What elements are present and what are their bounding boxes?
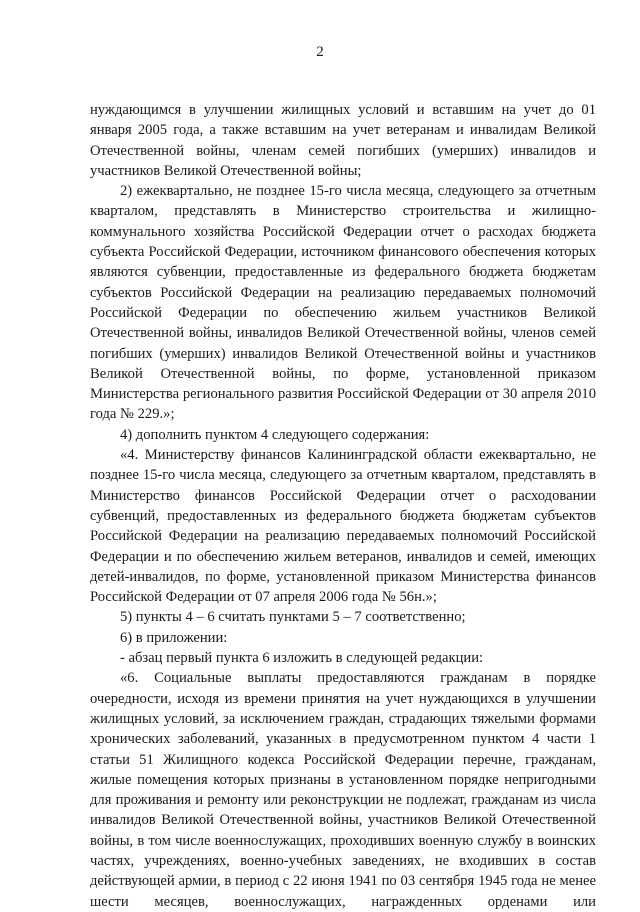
paragraph: 6) в приложении:	[120, 629, 228, 646]
paragraph: 5) пункты 4 – 6 считать пунктами 5 – 7 соответственно;	[120, 609, 466, 626]
paragraph: нуждающимся в улучшении жилищных условий и вставшим на учет до 01 января 2005 года, а также вставшим на учет ветеранам и инвалидам Великой Отечественной войны, членам семей погибших (умерших) инвалидов и участников Великой Отечественной войны;	[90, 102, 596, 179]
paragraph: 4) дополнить пунктом 4 следующего содержания:	[120, 426, 430, 443]
page-number: 2	[316, 44, 324, 60]
paragraph: «6. Социальные выплаты предоставляются гражданам в порядке очередности, исходя из времени принятия на учет нуждающихся в улучшении жилищных условий, за исключением граждан, страдающих тяжелыми формами хронических заболеваний, указанных в предусмотренном пунктом 4 части 1 статьи 51 Жилищного кодекса Российской Федерации перечне, гражданам, жилые помещения которых признаны в установленном порядке непригодными для проживания и ремонту или реконструкции не подлежат, гражданам из числа инвалидов Великой Отечественной войны, участников Великой Отечественной войны, в том числе военнослужащих, проходивших военную службу в воинских частях, учреждениях, военно-учебных заведениях, не входивших в состав действующей армии, в период с 22 июня 1941 по 03 сентября 1945 года не менее шести месяцев, военнослужащих, награжденных орденами или	[90, 670, 596, 910]
document-body	[90, 100, 596, 912]
paragraph: - абзац первый пункта 6 изложить в следующей редакции:	[120, 650, 484, 667]
paragraph: «4. Министерству финансов Калининградской области ежеквартально, не позднее 15-го числа месяца, следующего за отчетным кварталом, представлять в Министерство финансов Российской Федерации отчет о расходовании субвенций, предоставленных из федерального бюджета бюджетам субъектов Российской Федерации на реализацию передаваемых полномочий Российской Федерации и по обеспечению жильем ветеранов, инвалидов и семей, имеющих детей-инвалидов, по форме, установленной приказом Министерства финансов Российской Федерации от 07 апреля 2006 года № 56н.»;	[90, 447, 596, 606]
paragraph: 2) ежеквартально, не позднее 15-го числа месяца, следующего за отчетным кварталом, представлять в Министерство строительства и жилищно-коммунального хозяйства Российской Федерации отчет о расходах бюджета субъекта Российской Федерации, источником финансового обеспечения которых являются субвенции, предоставленные из федерального бюджета бюджетам субъектов Российской Федерации на реализацию передаваемых полномочий Российской Федерации по обеспечению жильем участников Великой Отечественной войны, инвалидов Великой Отечественной войны, членов семей погибших (умерших) инвалидов Великой Отечественной войны и участников Великой Отечественной войны, по форме, установленной приказом Министерства регионального развития Российской Федерации от 30 апреля 2010 года № 229.»;	[90, 183, 596, 423]
